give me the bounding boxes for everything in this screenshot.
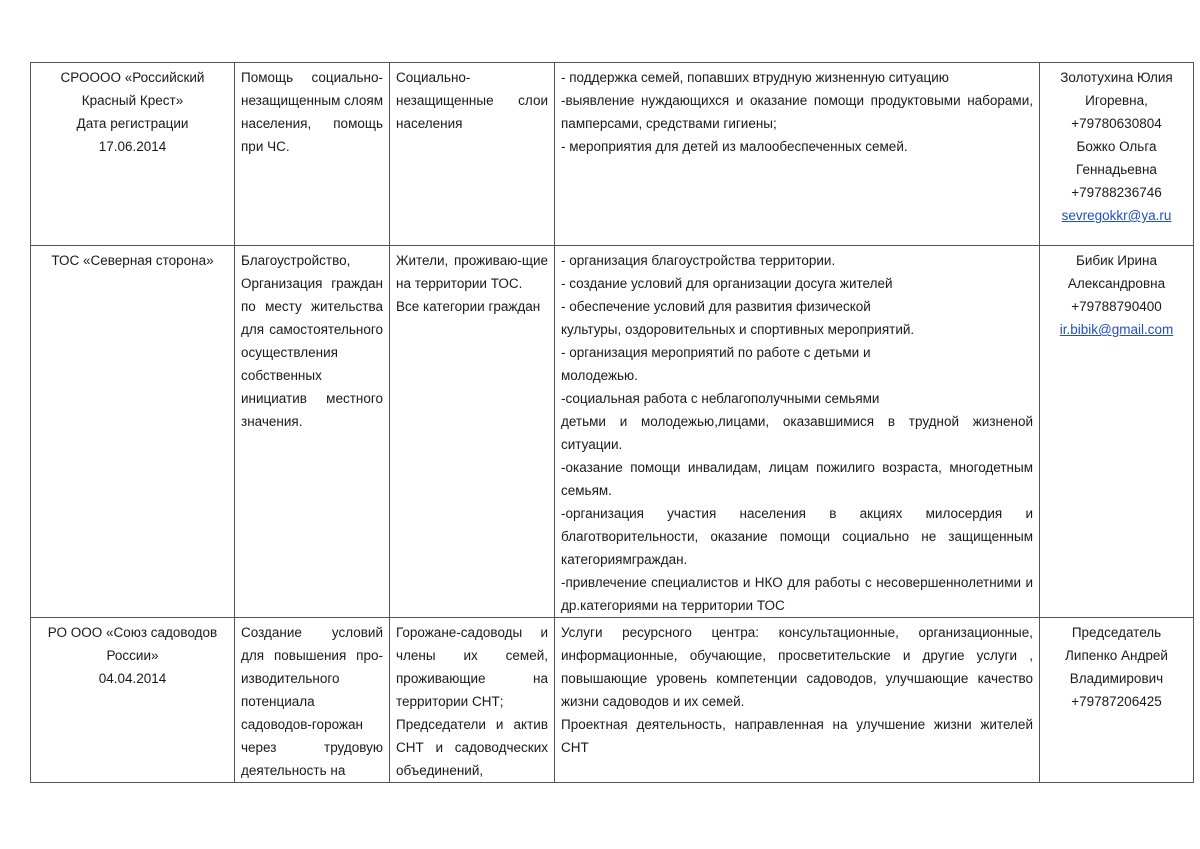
activities-cell <box>555 246 1040 618</box>
target-group-cell <box>390 618 555 783</box>
org-name-cell <box>31 63 235 246</box>
target-group-line: Жители, проживаю-щие на территории ТОС. <box>396 253 548 291</box>
org-name-line: Красный Крест» <box>81 93 184 108</box>
target-group-cell <box>390 246 555 618</box>
contact-line: Божко Ольга Геннадьевна <box>1076 139 1157 177</box>
org-name-line: СРОООО «Российский <box>60 70 205 85</box>
organizations-table <box>30 62 1194 783</box>
target-group-line: Председатели и актив СНТ и садоводческих объединений, <box>396 717 548 778</box>
target-group-line: Горожане-садоводы и члены их семей, проживающие на территории СНТ; <box>396 625 548 709</box>
contacts-cell <box>1040 618 1194 783</box>
table-row <box>31 63 1194 246</box>
org-name-line: России» <box>106 648 159 663</box>
contact-phone: +79787206425 <box>1071 694 1162 709</box>
activity-item: культуры, оздоровительных и спортивных мероприятий. <box>561 322 915 337</box>
org-name-line: РО ООО «Союз садоводов <box>47 625 218 640</box>
org-name-cell <box>31 246 235 618</box>
direction-cell: Благоустройство, Организация граждан по месту жительства для самостоятельного осуществления собственных инициатив местного значения. <box>235 246 390 618</box>
registration-date: 04.04.2014 <box>98 671 167 686</box>
activities-cell <box>555 63 1040 246</box>
activity-item: -социальная работа с неблагополучными семьями <box>561 391 880 406</box>
table-row <box>31 618 1194 783</box>
contacts-cell <box>1040 246 1194 618</box>
activity-item: детьми и молодежью,лицами, оказавшимися в трудной жизненой ситуации. <box>561 414 1033 452</box>
target-group-cell: Социально-незащищенные слои населения <box>390 63 555 246</box>
activity-item: - обеспечение условий для развития физической <box>561 299 871 314</box>
contact-phone: +79788236746 <box>1071 185 1162 200</box>
activities-cell <box>555 618 1040 783</box>
table-row <box>31 246 1194 618</box>
contact-phone: +79788790400 <box>1071 299 1162 314</box>
org-name-line: ТОС «Северная сторона» <box>51 253 214 268</box>
contact-line: Бибик Ирина Александровна <box>1067 253 1166 291</box>
activity-item: -выявление нуждающихся и оказание помощи продуктовыми наборами, памперсами, средствами гигиены; <box>561 93 1033 131</box>
org-name-cell <box>31 618 235 783</box>
activity-item: -оказание помощи инвалидам, лицам пожилиго возраста, многодетным семьям. <box>561 460 1033 498</box>
contact-phone: +79780630804 <box>1071 116 1162 131</box>
contacts-cell <box>1040 63 1194 246</box>
registration-date: 17.06.2014 <box>98 139 167 154</box>
activity-item: - организация мероприятий по работе с детьми и <box>561 345 871 360</box>
activity-item: -привлечение специалистов и НКО для работы с несовершеннолетними и др.категориями на территории ТОС <box>561 575 1033 613</box>
activity-item: - поддержка семей, попавших втрудную жизненную ситуацию <box>561 70 949 85</box>
activity-item: молодежью. <box>561 368 638 383</box>
contact-line: Золотухина Юлия Игоревна, <box>1060 70 1173 108</box>
activity-item: -организация участия населения в акциях милосердия и благотворительности, оказание помощи социально не защищенным категориямграждан. <box>561 506 1033 567</box>
direction-cell: Помощь социально-незащищенным слоям населения, помощь при ЧС. <box>235 63 390 246</box>
activity-item: Услуги ресурсного центра: консультационные, организационные, информационные, обучающие, просветительские и другие услуги , повышающие уровень компетенции садоводов, улучшающие качество жизни садоводов и их семей. <box>561 625 1033 709</box>
email-link[interactable]: ir.bibik@gmail.com <box>1059 322 1174 337</box>
activity-item: - создание условий для организации досуга жителей <box>561 276 893 291</box>
activity-item: - мероприятия для детей из малообеспеченных семей. <box>561 139 908 154</box>
contact-line: Председатель Липенко Андрей Владимирович <box>1065 625 1168 686</box>
email-link[interactable]: sevregokkr@ya.ru <box>1061 208 1172 223</box>
activity-item: - организация благоустройства территории. <box>561 253 836 268</box>
activity-item: Проектная деятельность, направленная на улучшение жизни жителей СНТ <box>561 717 1033 755</box>
direction-cell: Создание условий для повышения про-изводительного потенциала садоводов-горожан через трудовую деятельность на <box>235 618 390 783</box>
registration-label: Дата регистрации <box>76 116 189 131</box>
target-group-line: Все категории граждан <box>396 299 541 314</box>
